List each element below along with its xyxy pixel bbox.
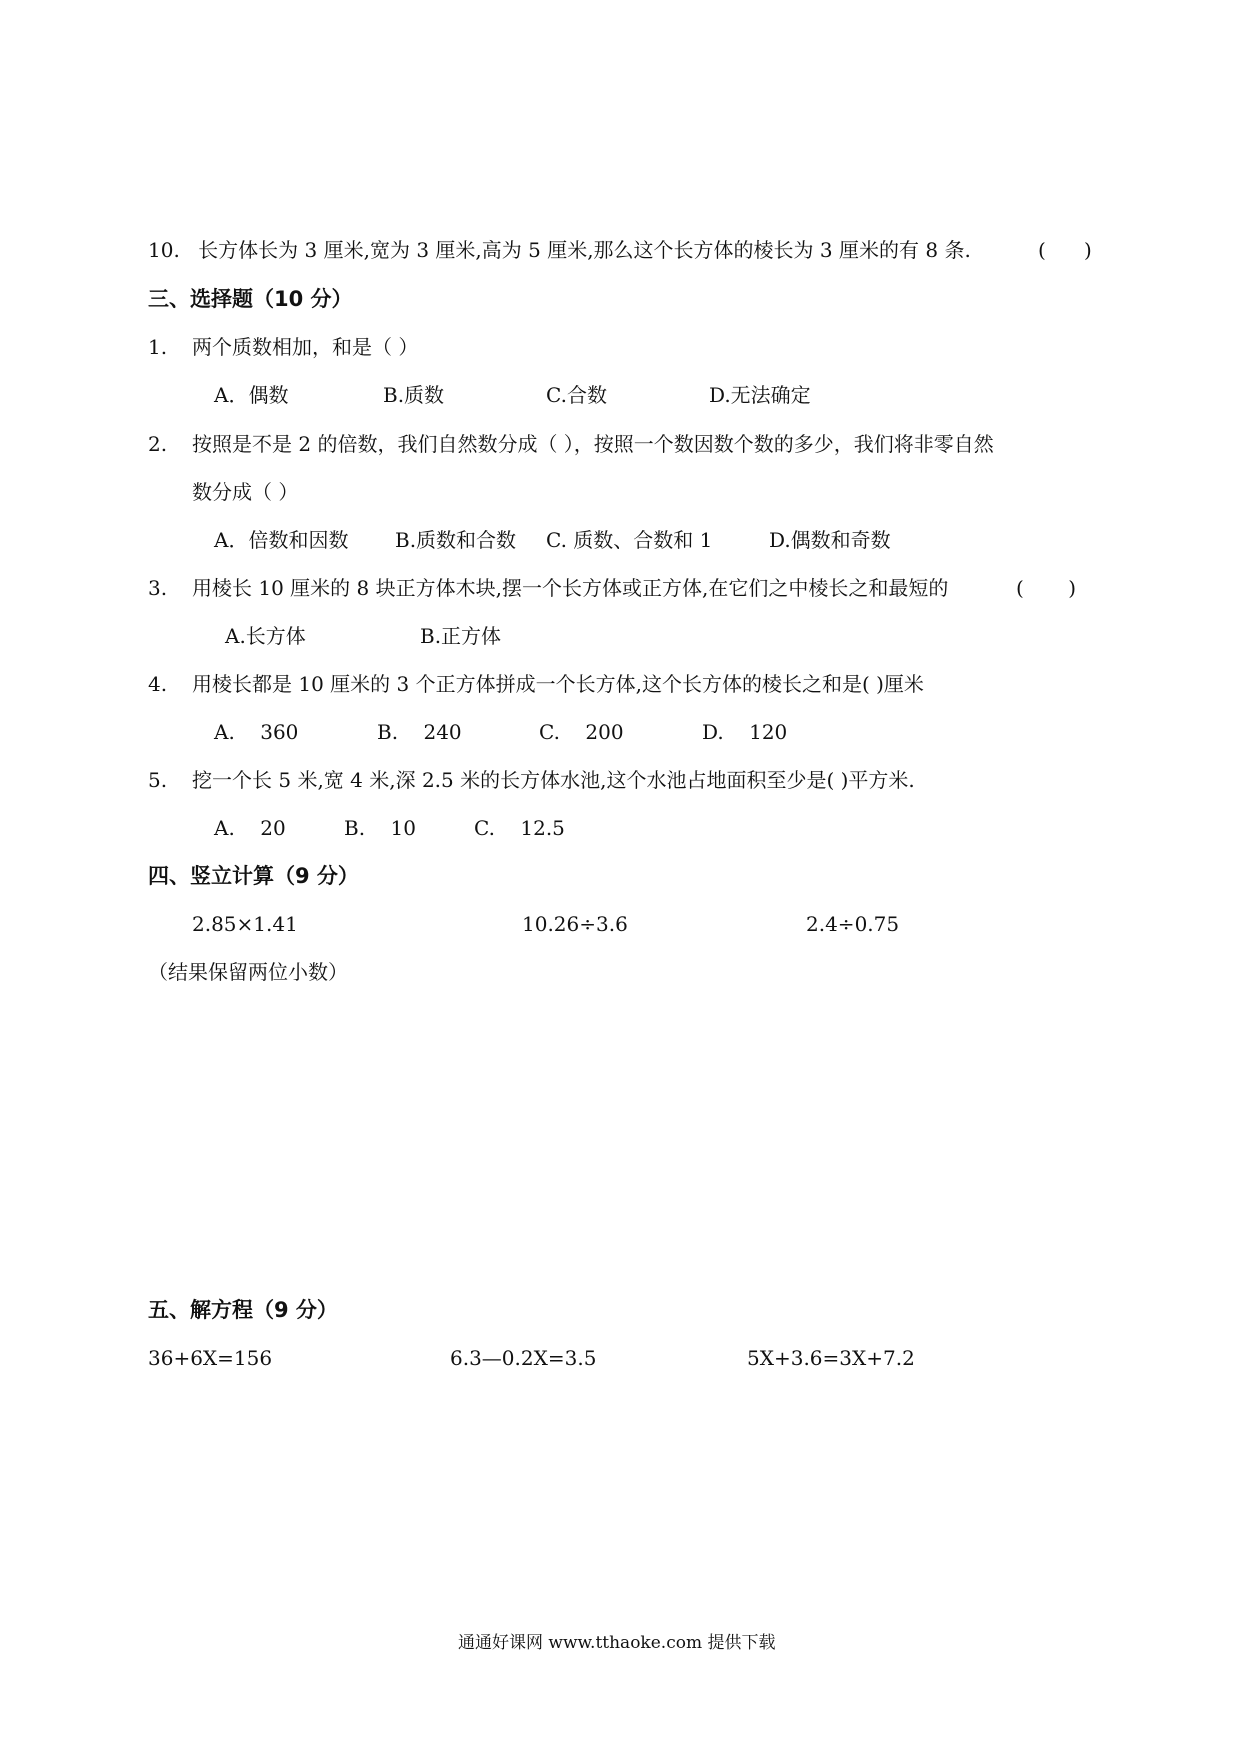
- option-b: B.质数和合数: [395, 528, 517, 552]
- question-number: 2.: [148, 432, 168, 456]
- mc-question-1: [148, 333, 167, 361]
- question-number: 3.: [148, 576, 168, 600]
- option-a: A. 360: [214, 720, 299, 744]
- question-text-line-1: 按照是不是 2 的倍数，我们自然数分成（ ），按照一个数因数个数的多少，我们将非零自然: [192, 432, 994, 456]
- equation-2: 6.3—0.2X=3.5: [450, 1346, 597, 1370]
- option-b: B.正方体: [420, 624, 502, 648]
- page-footer: 通通好课网 www.tthaoke.com 提供下载: [458, 1633, 776, 1653]
- question-text: 长方体长为 3 厘米,宽为 3 厘米,高为 5 厘米,那么这个长方体的棱长为 3 厘米的有 8 条.: [198, 238, 971, 262]
- option-b: B. 240: [377, 720, 462, 744]
- question-number: 5.: [148, 768, 168, 792]
- option-b: B. 10: [344, 816, 416, 840]
- option-a: A．倍数和因数: [214, 528, 349, 552]
- section-5-title: 五、解方程（9 分）: [148, 1298, 338, 1322]
- option-a: A．偶数: [214, 383, 289, 407]
- answer-parentheses: ( ): [1038, 238, 1092, 262]
- question-number: 10.: [148, 238, 180, 262]
- section-3-title: 三、选择题（10 分）: [148, 287, 353, 311]
- option-c: C. 12.5: [474, 816, 565, 840]
- question-text: 用棱长 10 厘米的 8 块正方体木块,摆一个长方体或正方体,在它们之中棱长之和最短的: [192, 576, 949, 600]
- option-c: C.合数: [546, 383, 607, 407]
- calc-note: （结果保留两位小数）: [148, 960, 348, 984]
- question-text: 挖一个长 5 米,宽 4 米,深 2.5 米的长方体水池,这个水池占地面积至少是( )平方米.: [192, 768, 915, 792]
- option-d: D.偶数和奇数: [769, 528, 891, 552]
- option-a: A.长方体: [225, 624, 306, 648]
- equation-1: 36+6X=156: [148, 1346, 273, 1370]
- question-number: 4.: [148, 672, 168, 696]
- calc-item-3: 2.4÷0.75: [806, 912, 900, 936]
- question-text: 两个质数相加，和是（ ）: [192, 335, 419, 359]
- answer-parentheses: ( ): [1016, 576, 1077, 600]
- question-text: 用棱长都是 10 厘米的 3 个正方体拼成一个长方体,这个长方体的棱长之和是( )厘米: [192, 672, 924, 696]
- option-c: C. 质数、合数和 1: [546, 528, 713, 552]
- calc-item-1: 2.85×1.41: [192, 912, 298, 936]
- equation-3: 5X+3.6=3X+7.2: [747, 1346, 915, 1370]
- question-number: 1.: [148, 335, 168, 359]
- question-10: [148, 236, 971, 264]
- option-d: D.无法确定: [709, 383, 811, 407]
- option-a: A. 20: [214, 816, 286, 840]
- section-4-title: 四、竖立计算（9 分）: [148, 864, 359, 888]
- calc-item-2: 10.26÷3.6: [522, 912, 628, 936]
- option-b: B.质数: [383, 383, 445, 407]
- option-d: D. 120: [702, 720, 788, 744]
- option-c: C. 200: [539, 720, 624, 744]
- question-text-line-2: 数分成（ ）: [192, 480, 299, 504]
